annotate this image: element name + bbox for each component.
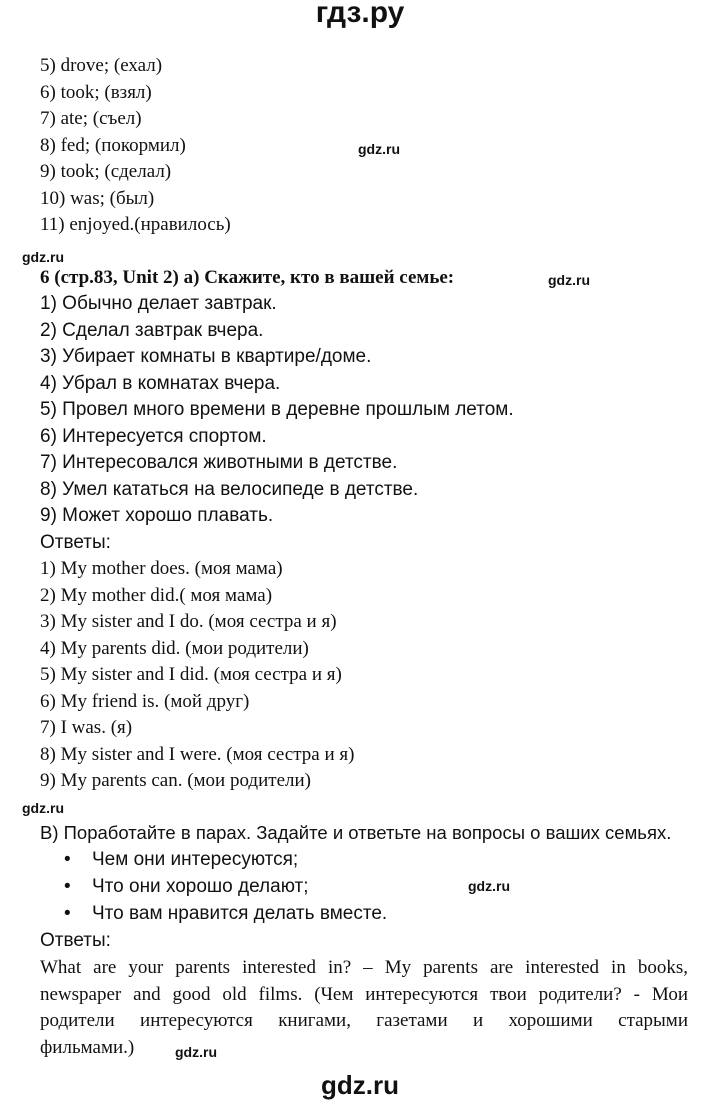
answers-label: Ответы: [40,930,111,951]
answer-paragraph-line: What are your parents interested in? – My parents are interested in books, [40,957,688,978]
task-title: В) Поработайте в парах. Задайте и ответьте на вопросы о ваших семьях. [40,822,672,843]
watermark: gdz.ru [175,1044,217,1060]
watermark: gdz.ru [22,249,64,265]
bullet-item: • Чем они интересуются; [92,847,298,874]
site-header: гдз.ру [315,0,405,29]
answer-item: 5) My sister and I did. (моя сестра и я) [40,664,342,685]
question-item: 2) Сделал завтрак вчера. [40,319,264,341]
answer-paragraph-line: фильмами.) [40,1036,135,1058]
answer-item: 4) My parents did. (мои родители) [40,637,309,659]
list-item: 6) took; (взял) [40,81,152,103]
question-item: 7) Интересовался животными в детстве. [40,452,398,473]
watermark: gdz.ru [468,878,510,894]
answers-label: Ответы: [40,531,111,553]
answer-paragraph-line: родители интересуются книгами, газетами и хорошими старыми [40,1010,688,1031]
answer-item: 1) My mother does. (моя мама) [40,558,283,579]
task-title: 6 (стр.83, Unit 2) a) Скажите, кто в вашей семье: [40,267,455,288]
answer-paragraph-line: newspaper and good old films. (Чем интересуются твои родители? - Мои [40,983,688,1005]
list-item: 10) was; (был) [40,187,155,209]
list-item: 8) fed; (покормил) [40,134,186,156]
answer-item: 8) My sister and I were. (моя сестра и я) [40,743,355,765]
watermark: gdz.ru [358,141,400,157]
watermark: gdz.ru [22,800,64,816]
bullet-item: • Что они хорошо делают; [92,874,309,901]
question-item: 6) Интересуется спортом. [40,425,267,447]
answer-item: 2) My mother did.( моя мама) [40,584,273,606]
watermark: gdz.ru [548,272,590,288]
site-footer: gdz.ru [321,1070,399,1100]
answer-item: 7) I was. (я) [40,717,133,738]
answer-item: 9) My parents can. (мои родители) [40,770,311,791]
bullet-item: • Что вам нравится делать вместе. [92,901,387,928]
question-item: 5) Провел много времени в деревне прошлым летом. [40,399,514,420]
list-item: 9) took; (сделал) [40,161,172,182]
question-item: 1) Обычно делает завтрак. [40,293,277,314]
answer-item: 6) My friend is. (мой друг) [40,690,250,712]
question-item: 8) Умел кататься на велосипеде в детстве. [40,478,419,500]
list-item: 7) ate; (съел) [40,108,142,129]
answer-item: 3) My sister and I do. (моя сестра и я) [40,611,337,632]
question-item: 9) Может хорошо плавать. [40,505,274,526]
question-item: 4) Убрал в комнатах вчера. [40,372,281,394]
list-item: 5) drove; (ехал) [40,55,163,76]
question-item: 3) Убирает комнаты в квартире/доме. [40,346,372,367]
list-item: 11) enjoyed.(нравилось) [40,214,231,235]
